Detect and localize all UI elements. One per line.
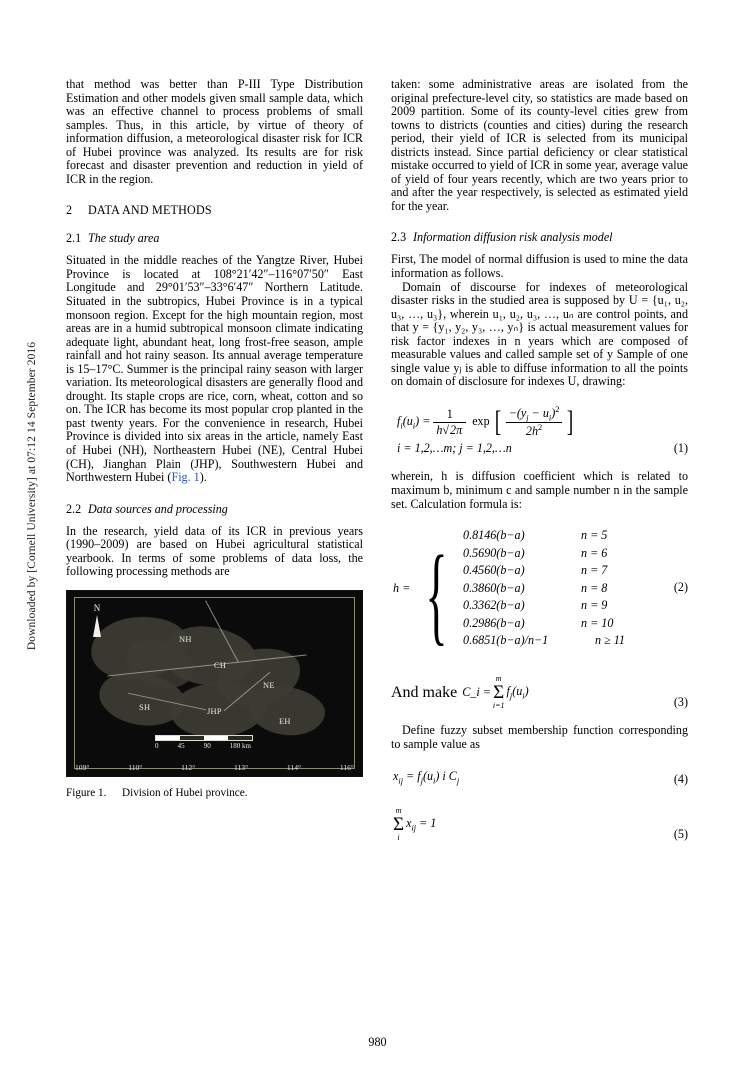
map-label-sh: SH <box>139 702 151 712</box>
sigma-glyph: Σ <box>393 814 405 836</box>
paragraph-continued-right: taken: some administrative areas are isolated from the original prefecture-level city, so statistics are made based on 2009 partition. Some of its county-level cities grew from towns to districts (counties and cities) during the research period, their yield of ICR is selected from its municipal districts instead. Since partial deficiency or clear statistical mistake occurred to yield of ICR in some year, average value of yield of four years recently, which are two years prior to and after the year respectively, is selected as estimated yield for the year. <box>391 77 688 213</box>
scale-tick: 45 <box>177 741 185 750</box>
figure-1 <box>66 590 363 800</box>
case-condition: n = 6 <box>581 545 608 560</box>
case-expression: 0.3362(b−a) <box>463 598 525 613</box>
case-expression: 0.2986(b−a) <box>463 615 525 630</box>
paragraph-after-eq1: wherein, h is diffusion coefficient which is related to maximum b, minimum c and sample number n in the sample set. Calculation formula is: <box>391 469 688 511</box>
section-number-2: 2 <box>66 203 73 218</box>
subsection-number-2-3: 2.3 <box>391 230 407 245</box>
page-number: 980 <box>368 1035 387 1049</box>
equation-4-number: (4) <box>673 772 688 787</box>
scale-bar-ticks <box>155 742 251 750</box>
sum-upper-limit: m <box>395 806 402 816</box>
download-stamp: Downloaded by [Cornell University] at 07:12 14 September 2016 <box>26 341 38 651</box>
right-column <box>391 78 688 852</box>
equation-5-body: $x_{ij} = 1$ <box>406 816 437 833</box>
map-label-ne: NE <box>263 680 275 690</box>
equation-2-lhs: h = <box>393 580 411 595</box>
subsection-title-2-1: The study area <box>88 231 160 246</box>
figure-1-caption-text: Division of Hubei province. <box>122 786 248 799</box>
left-bracket: [ <box>494 405 501 439</box>
subsection-number-2-2: 2.2 <box>66 501 82 516</box>
map-x-tick: 114° <box>286 762 302 772</box>
scale-tick: 180 km <box>229 741 251 750</box>
map-x-tick: 113° <box>234 762 249 772</box>
left-column <box>66 78 363 800</box>
case-condition: n = 7 <box>581 563 608 578</box>
scale-bar-graphic <box>155 735 253 741</box>
paragraph-2-3-a: First, The model of normal diffusion is used to mine the data information as follows. <box>391 252 688 281</box>
map-label-eh: EH <box>279 716 291 726</box>
map-x-tick: 116° <box>339 762 354 772</box>
north-label: N <box>93 602 101 613</box>
subsection-heading-2-3 <box>391 230 688 245</box>
equation-2-case-row <box>463 597 625 615</box>
equation-3 <box>391 675 688 710</box>
map-x-tick: 112° <box>181 762 196 772</box>
equation-3-rhs: $f_j(u_i)$ <box>506 684 529 701</box>
equation-1-denominator: h√2π <box>433 422 466 438</box>
paragraph-after-eq3: Define fuzzy subset membership function corresponding to sample value as <box>391 723 688 751</box>
map-x-axis-labels <box>75 763 354 772</box>
scale-tick: 0 <box>155 741 159 750</box>
equation-3-number: (3) <box>673 695 688 710</box>
section-title-2: DATA AND METHODS <box>88 203 212 218</box>
equation-1-number: (1) <box>673 441 688 456</box>
equation-2-number: (2) <box>673 580 688 595</box>
equation-4-body: $x_{ij} = f_j(u_i)$ i $C_j$ <box>393 769 460 786</box>
equation-1-body: $f_i(u_i)$ = $\frac{1}{h√2\pi}$ exp [ $\frac{-(y_j - u_i)^2}{2h^2}$ ] <box>397 404 574 439</box>
equation-2-case-row <box>463 527 625 545</box>
figure-1-image <box>66 590 363 777</box>
subsection-title-2-2: Data sources and processing <box>88 501 228 516</box>
subsection-heading-2-1 <box>66 231 363 246</box>
sigma-glyph: Σ <box>493 682 505 704</box>
equation-2: h = { 0.8146(b−a) n = 5 0.5690(b−a) n = 6 0.4560(b−a) n = 7 0.3860(b−a) n = 8 0.3362(b−a) n = 9 0.2986(b−a) n = 10 0.6851(b−a)/n−1 n ≥ 11 (2) <box>393 528 688 656</box>
map-label-jhp: JHP <box>207 706 222 716</box>
case-expression: 0.5690(b−a) <box>463 545 525 560</box>
case-condition: n = 9 <box>581 598 608 613</box>
equation-3-lead-text: And make <box>391 683 458 701</box>
subsection-title-2-3: Information diffusion risk analysis model <box>413 230 613 245</box>
right-bracket: ] <box>567 405 574 439</box>
paragraph-data-sources: In the research, yield data of its ICR in previous years (1990–2009) are based on Hubei agricultural statistical yearbook. In terms of some problems of data loss, the following processing methods are <box>66 523 363 579</box>
equation-5 <box>391 807 688 842</box>
equation-2-cases <box>463 527 625 650</box>
north-arrow-icon <box>89 603 105 637</box>
summation-symbol <box>393 807 404 842</box>
equation-1 <box>391 405 688 456</box>
sum-lower-limit: i <box>397 833 400 843</box>
case-expression: 0.3860(b−a) <box>463 580 525 595</box>
case-expression: 0.8146(b−a) <box>463 528 525 543</box>
equation-1-inner-numerator: $-(y_j - u_i)^2$ <box>508 404 560 423</box>
paragraph-study-area <box>66 254 363 484</box>
paragraph-study-area-tail: ). <box>199 470 207 485</box>
equation-1-fraction <box>433 407 466 438</box>
map-label-nh: NH <box>179 634 192 644</box>
equation-2-case-row <box>463 562 625 580</box>
equation-1-exp: exp <box>472 413 490 428</box>
equation-4 <box>391 769 688 787</box>
equation-1-numerator: 1 <box>446 406 453 421</box>
paragraph-2-3-b: Domain of discourse for indexes of meteorological disaster risks in the studied area is supposed by U = {u₁, u₂, u₃, …, u₃}, wherein u₁, u₂, u₃, …, uₙ are control points, and that y = {y₁, y₂, y₃, …, yₙ} is actual measurement values for risk factor indexes in n years which are composed of measurable values and called sample set of y Sample of one single value yⱼ is able to diffuse information to all the points on domain of disclosure for indexes U, drawing: <box>391 279 688 389</box>
case-condition: n = 10 <box>581 615 614 630</box>
case-expression: 0.6851(b−a)/n−1 <box>463 633 549 648</box>
equation-1-condition: i = 1,2,…m; j = 1,2,…n <box>397 441 512 456</box>
equation-5-number: (5) <box>673 827 688 842</box>
equation-3-lhs: C_i = <box>462 685 491 700</box>
equation-2-case-row <box>463 545 625 563</box>
scale-tick: 90 <box>203 741 211 750</box>
equation-2-case-row <box>463 615 625 633</box>
sum-lower-limit: i=1 <box>492 701 505 711</box>
subsection-heading-2-2 <box>66 502 363 517</box>
case-expression: 0.4560(b−a) <box>463 563 525 578</box>
figure-1-caption-label: Figure 1. <box>66 786 107 799</box>
subsection-number-2-1: 2.1 <box>66 231 82 246</box>
case-condition: n ≥ 11 <box>595 633 625 648</box>
paragraph-continued-left: that method was better than P-III Type Distribution Estimation and other models given small sample data, which was an effective channel to process problems of small samples. Thus, in this article, by virtue of theory of information diffusion, a meteorological disaster risk for ICR of Hubei province was analyzed. Its results are for risk forecast and disaster prevention and reduction in yield of ICR in the region. <box>66 77 363 186</box>
map-x-tick: 109° <box>75 762 90 772</box>
case-condition: n = 5 <box>581 528 608 543</box>
case-condition: n = 8 <box>581 580 608 595</box>
map-label-ch: CH <box>214 660 227 670</box>
equation-2-case-row <box>463 632 625 650</box>
sum-upper-limit: m <box>495 674 502 684</box>
map-x-tick: 110° <box>128 762 143 772</box>
equation-1-inner-denominator: $2h^2$ <box>506 422 563 439</box>
figure-1-crossref-link[interactable]: Fig. 1 <box>171 470 200 485</box>
figure-1-caption <box>66 787 363 800</box>
two-column-body <box>66 78 688 1008</box>
equation-1-inner-fraction <box>506 405 563 439</box>
paragraph-study-area-text: Situated in the middle reaches of the Yangtze River, Hubei Province is located at 108°21′42″–116°07′50″ East Longitude and 29°01′53″–33°6′47″ Northern Latitude. Situated in the subtropics, Hubei Province is in a typical monsoon region. Except for the high mountain region, most areas are in a humid subtropical monsoon climate indicating adequate light, abundant heat, long frost-free season, ample rainfall and hot rainy season. Its annual average temperature is 15–17°C. Summer is the principal rainy season with larger variation. Its meteorological disasters are generally flood and drought. Its staple crops are rice, corn, wheat, cotton and so on. The ICR has become its most popular crop planted in the past twenty years. For the convenience in research, Hubei Province is divided into six areas in the article, namely East of Hubei (NH), Northeastern Hubei (NE), Central Hubei (CH), Jianghan Plain (JHP), Southwestern Hubei and Northwestern Hubei ( <box>66 253 363 485</box>
equation-2-case-row <box>463 580 625 598</box>
section-heading-2 <box>66 203 363 218</box>
summation-symbol <box>493 675 505 710</box>
map-scale-bar <box>155 735 251 750</box>
